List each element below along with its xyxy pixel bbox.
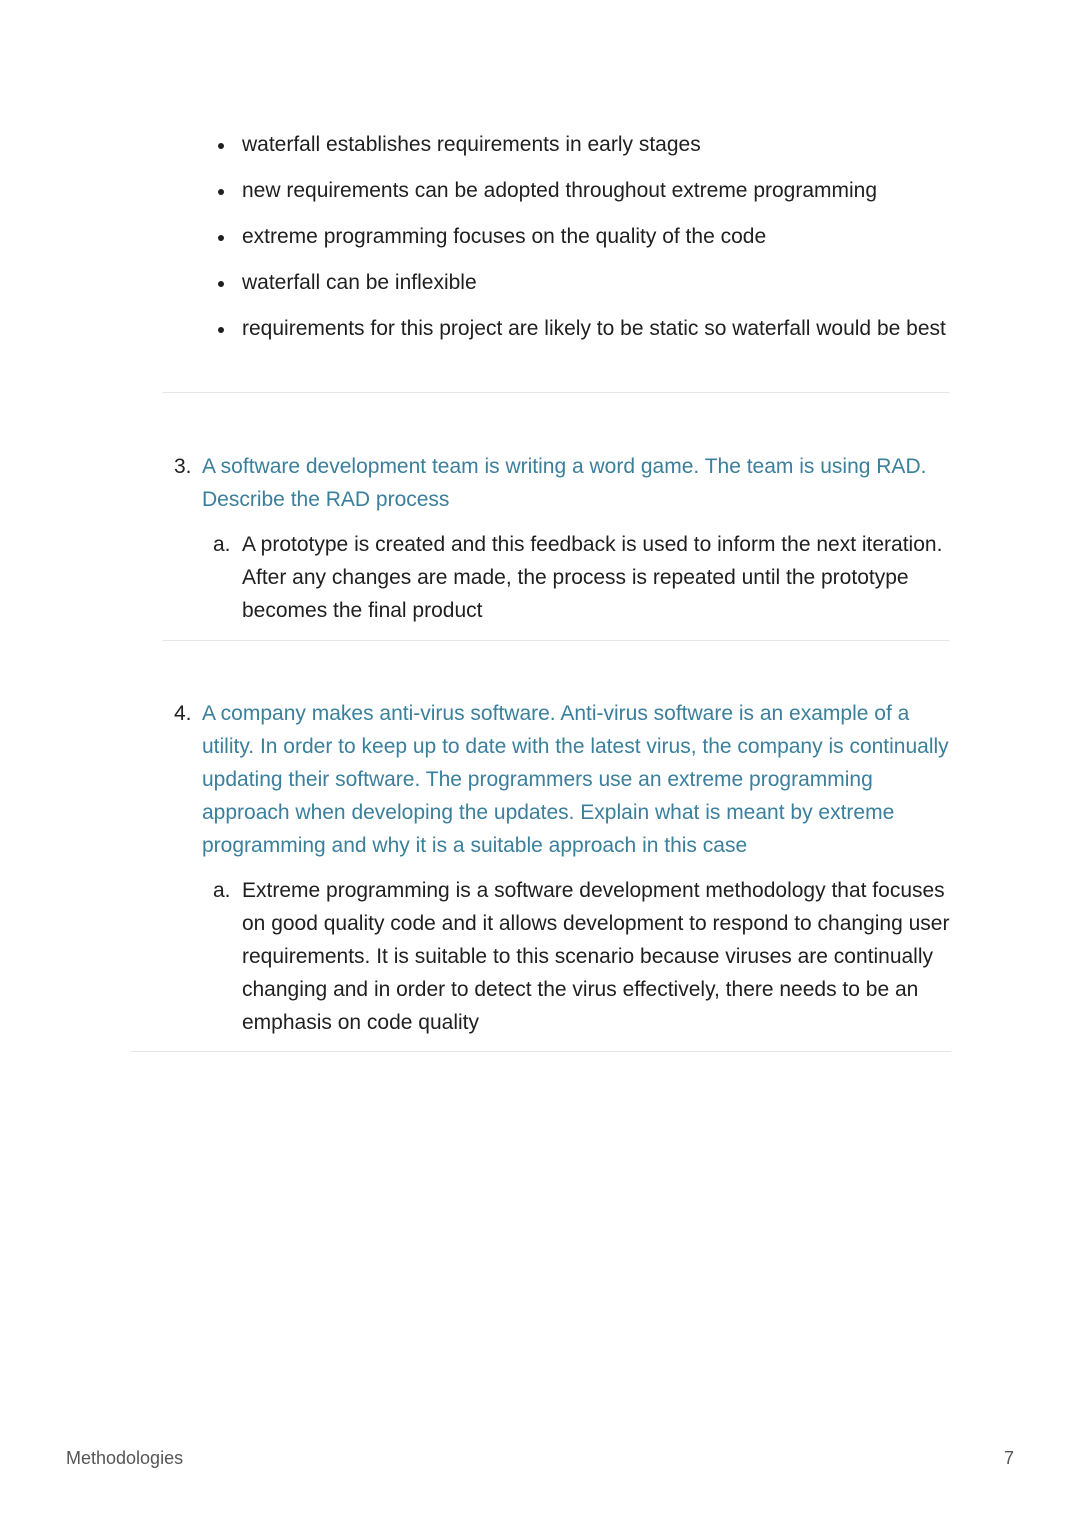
section-divider <box>131 1051 951 1052</box>
bullet-item: new requirements can be adopted throughout extreme programming <box>213 174 953 207</box>
bullet-item: waterfall establishes requirements in early stages <box>213 128 953 161</box>
section-divider <box>163 640 949 641</box>
question-text: A software development team is writing a word game. The team is using RAD. Describe the RAD process <box>202 455 927 511</box>
bullet-item: extreme programming focuses on the quality of the code <box>213 220 953 253</box>
question-text: A company makes anti-virus software. Anti-virus software is an example of a utility. In order to keep up to date with the latest virus, the company is continually updating their software. The programmers use an extreme programming approach when developing the updates. Explain what is meant by extreme programming and why it is a suitable approach in this case <box>202 702 949 857</box>
question-4 <box>174 697 954 862</box>
question-number: 4. <box>174 702 192 725</box>
bullet-item: waterfall can be inflexible <box>213 266 953 299</box>
page-number: 7 <box>1003 1448 1014 1468</box>
answer-3a <box>213 528 953 627</box>
answer-letter: a. <box>213 533 231 556</box>
answer-letter: a. <box>213 879 231 902</box>
question-3 <box>174 450 954 516</box>
bullet-item: requirements for this project are likely to be static so waterfall would be best <box>213 312 953 345</box>
answer-bullet-list <box>213 128 953 358</box>
answer-text: A prototype is created and this feedback is used to inform the next iteration. After any changes are made, the process is repeated until the prototype becomes the final product <box>242 533 943 622</box>
section-divider <box>163 392 949 393</box>
question-number: 3. <box>174 455 192 478</box>
footer-section-title: Methodologies <box>66 1448 184 1468</box>
answer-text: Extreme programming is a software development methodology that focuses on good quality code and it allows development to respond to changing user requirements. It is suitable to this scenario because viruses are continually changing and in order to detect the virus effectively, there needs to be an emphasis on code quality <box>242 879 950 1034</box>
answer-4a <box>213 874 953 1039</box>
